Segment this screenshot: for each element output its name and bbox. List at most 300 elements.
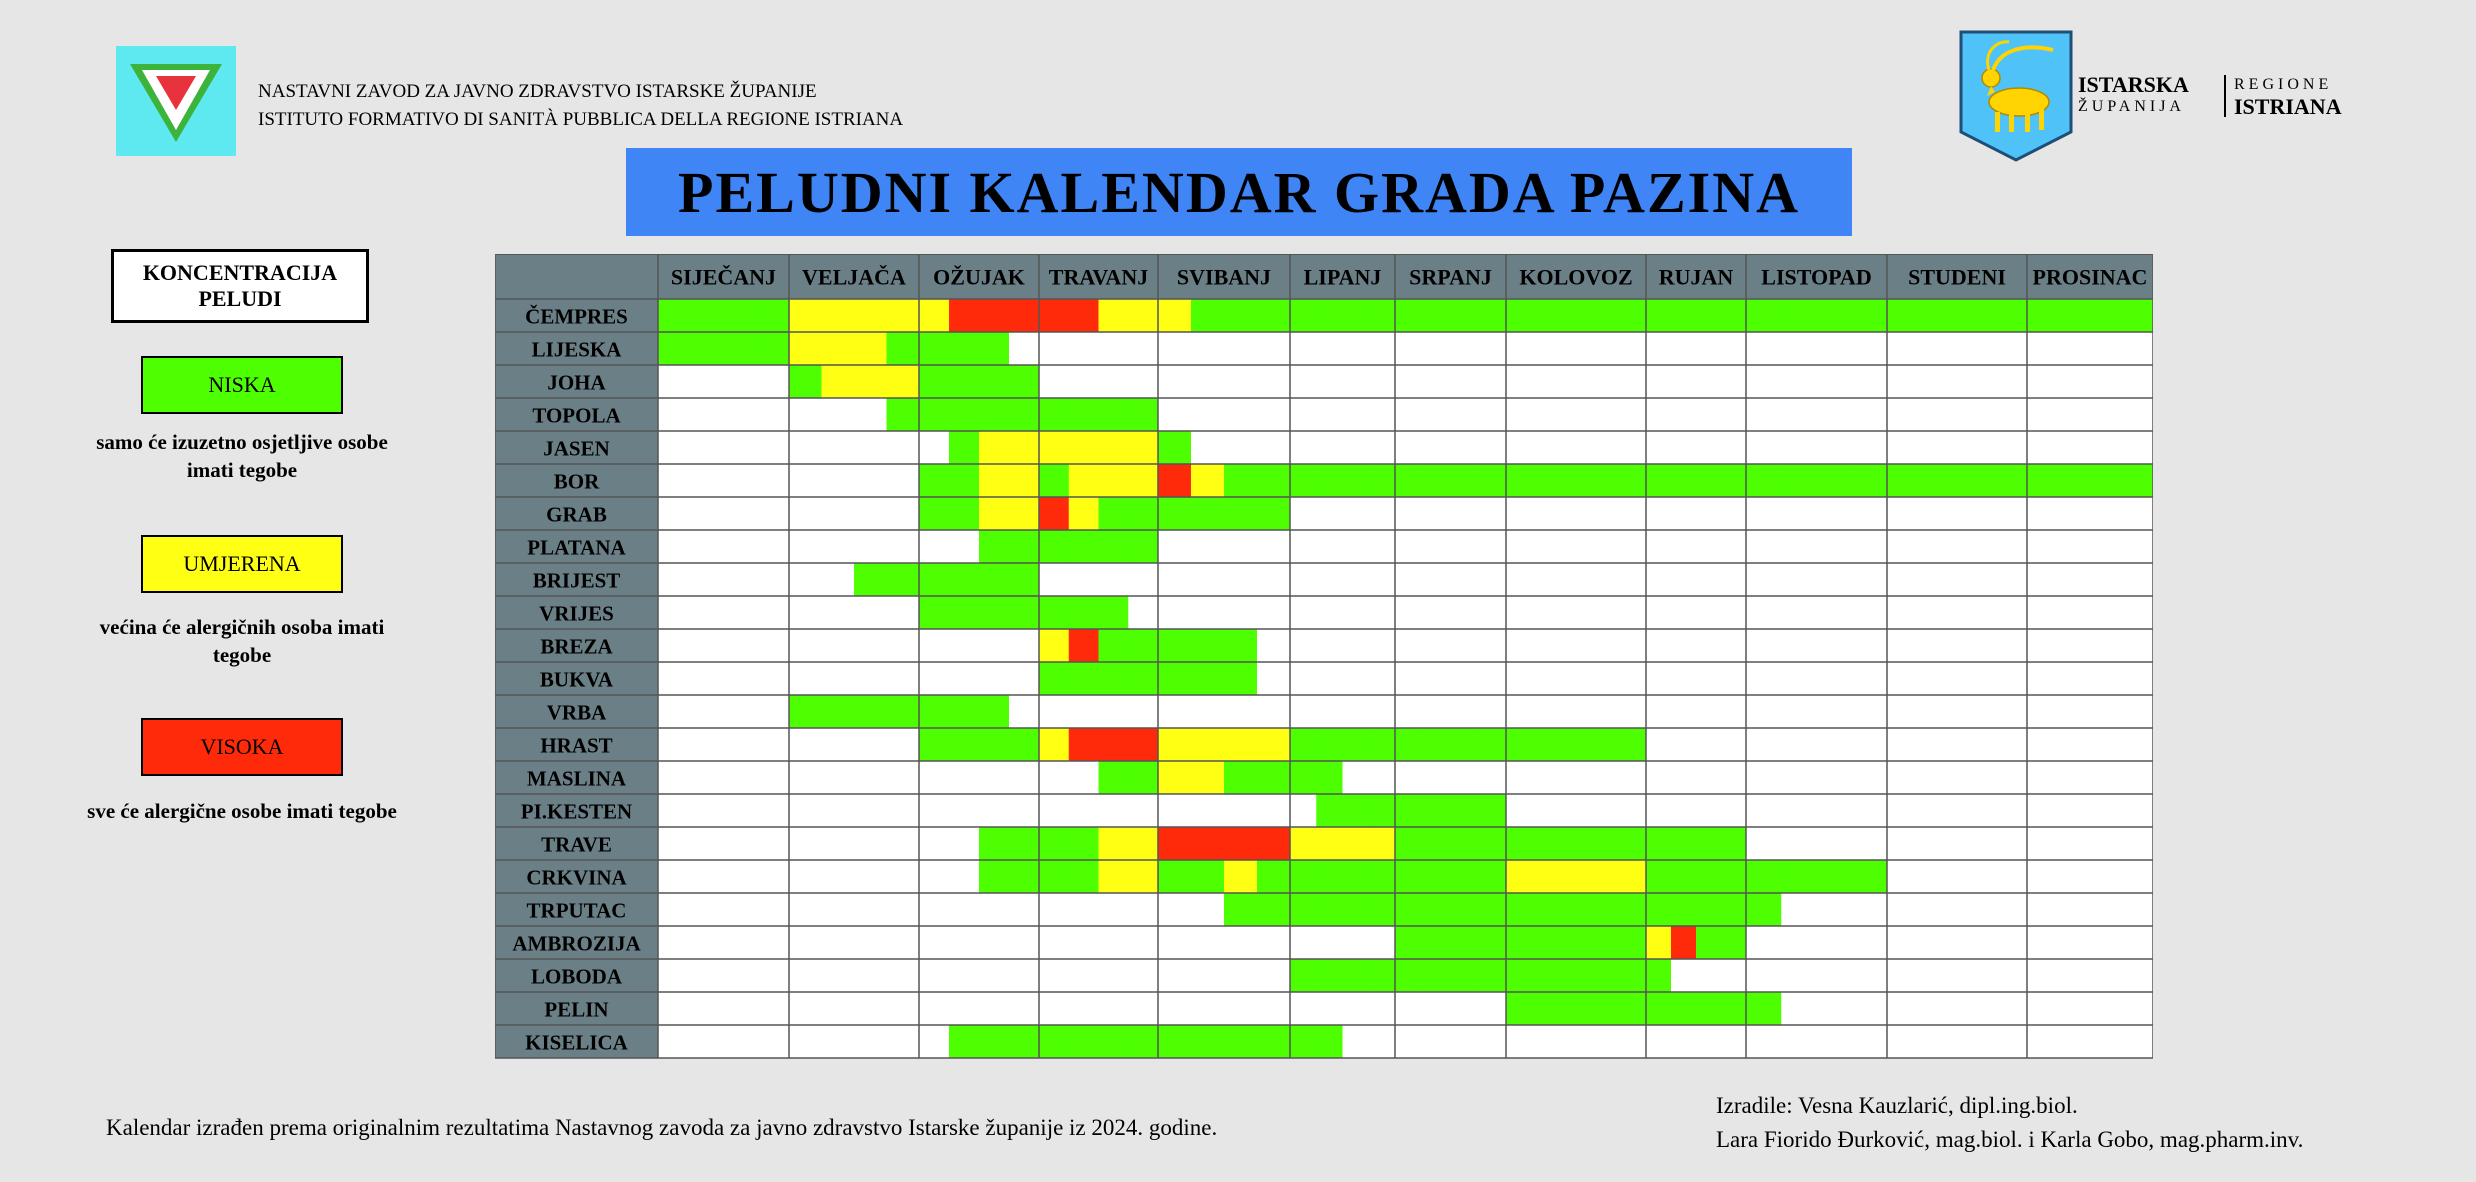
pollen-cell [1541, 926, 1577, 959]
pollen-cell [691, 596, 724, 629]
pollen-cell [2090, 662, 2122, 695]
pollen-cell [2122, 695, 2154, 728]
pollen-cell [1069, 530, 1099, 563]
pollen-cell [724, 563, 757, 596]
pollen-cell [1158, 1025, 1192, 1058]
pollen-cell [2059, 1025, 2091, 1058]
pollen-cell [1721, 827, 1747, 860]
pollen-cell [789, 629, 822, 662]
pollen-cell [1343, 860, 1370, 893]
pollen-cell [1343, 497, 1370, 530]
pollen-cell [1224, 629, 1258, 662]
pollen-cell [1395, 926, 1423, 959]
pollen-cell [2059, 596, 2091, 629]
pollen-cell [949, 431, 980, 464]
pollen-cell [979, 695, 1010, 728]
pollen-cell [1817, 959, 1853, 992]
pollen-cell [1541, 827, 1577, 860]
pollen-cell [1721, 563, 1747, 596]
pollen-cell [979, 992, 1010, 1025]
pollen-cell [2122, 1025, 2154, 1058]
pollen-cell [2059, 695, 2091, 728]
pollen-cell [1506, 299, 1542, 332]
pollen-cell [724, 926, 757, 959]
pollen-cell [2027, 530, 2059, 563]
pollen-cell [1922, 563, 1958, 596]
pollen-cell [949, 893, 980, 926]
pollen-cell [1395, 761, 1423, 794]
pollen-cell [2090, 563, 2122, 596]
pollen-cell [1646, 431, 1672, 464]
pollen-cell [1423, 695, 1451, 728]
pollen-cell [1746, 299, 1782, 332]
pollen-cell [691, 761, 724, 794]
pollen-cell [1646, 464, 1672, 497]
pollen-cell [1316, 365, 1343, 398]
pollen-cell [1257, 497, 1291, 530]
pollen-cell [2090, 992, 2122, 1025]
pollen-cell [1099, 332, 1129, 365]
pollen-cell [1671, 893, 1697, 926]
pollen-cell [1343, 959, 1370, 992]
pollen-cell [1576, 992, 1612, 1025]
pollen-cell [1395, 728, 1423, 761]
pollen-cell [1257, 959, 1291, 992]
pollen-cell [822, 398, 855, 431]
pollen-cell [1423, 530, 1451, 563]
pollen-cell [1887, 497, 1923, 530]
title-banner [626, 148, 1852, 236]
pollen-cell [1478, 398, 1506, 431]
pollen-cell [1069, 629, 1099, 662]
pollen-cell [2059, 959, 2091, 992]
pollen-cell [1576, 761, 1612, 794]
pollen-cell [919, 629, 950, 662]
pollen-cell [2027, 563, 2059, 596]
pollen-cell [1957, 596, 1993, 629]
pollen-cell [979, 596, 1010, 629]
pollen-cell [1611, 299, 1647, 332]
pollen-cell [1721, 926, 1747, 959]
pollen-cell [1343, 629, 1370, 662]
pollen-cell [1191, 332, 1225, 365]
pollen-cell [822, 332, 855, 365]
pollen-cell [1451, 431, 1479, 464]
pollen-cell [1039, 398, 1069, 431]
pollen-cell [1158, 926, 1192, 959]
pollen-cell [1696, 893, 1722, 926]
pollen-cell [1158, 695, 1192, 728]
pollen-cell [1451, 728, 1479, 761]
pollen-cell [1746, 431, 1782, 464]
pollen-cell [919, 365, 950, 398]
pollen-cell [979, 662, 1010, 695]
pollen-cell [887, 794, 920, 827]
pollen-cell [1721, 992, 1747, 1025]
pollen-cell [658, 695, 691, 728]
pollen-cell [1451, 398, 1479, 431]
pollen-cell [1852, 794, 1888, 827]
pollen-cell [1506, 695, 1542, 728]
pollen-cell [1817, 926, 1853, 959]
pollen-cell [1611, 761, 1647, 794]
pollen-cell [1922, 761, 1958, 794]
pollen-cell [979, 827, 1010, 860]
pollen-cell [1992, 332, 2028, 365]
pollen-cell [1343, 464, 1370, 497]
pollen-cell [1957, 497, 1993, 530]
pollen-cell [2122, 926, 2154, 959]
pollen-cell [854, 1025, 887, 1058]
pollen-cell [1316, 827, 1343, 860]
pollen-cell [1506, 629, 1542, 662]
pollen-cell [1039, 827, 1069, 860]
pollen-cell [1721, 695, 1747, 728]
month-header: SVIBANJ [1176, 264, 1272, 290]
pollen-cell [1158, 332, 1192, 365]
legend-desc-niska: samo će izuzetno osjetljive osobe imati tegobe [96, 430, 388, 482]
pollen-cell [1316, 662, 1343, 695]
pollen-cell [2122, 794, 2154, 827]
pollen-cell [1224, 959, 1258, 992]
pollen-cell [949, 563, 980, 596]
pollen-cell [1128, 530, 1158, 563]
pollen-cell [1451, 596, 1479, 629]
pollen-cell [1369, 464, 1396, 497]
pollen-cell [1039, 299, 1069, 332]
pollen-cell [1478, 761, 1506, 794]
pollen-cell [1541, 596, 1577, 629]
pollen-cell [979, 398, 1010, 431]
month-header: VELJAČA [802, 264, 906, 290]
pollen-cell [691, 860, 724, 893]
pollen-cell [2090, 794, 2122, 827]
pollen-cell [1369, 629, 1396, 662]
pollen-cell [1099, 827, 1129, 860]
pollen-cell [949, 497, 980, 530]
pollen-cell [1395, 365, 1423, 398]
pollen-cell [1746, 728, 1782, 761]
pollen-cell [1191, 992, 1225, 1025]
pollen-cell [724, 497, 757, 530]
pollen-cell [1316, 761, 1343, 794]
pollen-cell [1224, 530, 1258, 563]
pollen-cell [1478, 1025, 1506, 1058]
pollen-cell [1696, 464, 1722, 497]
pollen-cell [1009, 629, 1040, 662]
pollen-cell [1257, 860, 1291, 893]
pollen-cell [1395, 431, 1423, 464]
pollen-cell [1128, 992, 1158, 1025]
pollen-cell [919, 827, 950, 860]
pollen-cell [1817, 299, 1853, 332]
pollen-cell [1099, 728, 1129, 761]
pollen-cell [1671, 926, 1697, 959]
pollen-cell [691, 398, 724, 431]
pollen-cell [2059, 629, 2091, 662]
pollen-cell [1957, 398, 1993, 431]
pollen-cell [1646, 662, 1672, 695]
pollen-cell [1451, 926, 1479, 959]
pollen-cell [1781, 728, 1817, 761]
pollen-cell [949, 695, 980, 728]
pollen-cell [2059, 530, 2091, 563]
pollen-cell [1316, 497, 1343, 530]
pollen-cell [1817, 332, 1853, 365]
pollen-cell [1746, 1025, 1782, 1058]
pollen-cell [1721, 860, 1747, 893]
pollen-cell [1395, 596, 1423, 629]
pollen-cell [1451, 860, 1479, 893]
pollen-cell [1224, 596, 1258, 629]
pollen-cell [1506, 431, 1542, 464]
pollen-cell [658, 299, 691, 332]
pollen-cell [1671, 860, 1697, 893]
pollen-cell [2122, 299, 2154, 332]
pollen-cell [1576, 926, 1612, 959]
pollen-cell [1887, 662, 1923, 695]
pollen-cell [1671, 464, 1697, 497]
pollen-cell [1922, 794, 1958, 827]
pollen-cell [1009, 299, 1040, 332]
pollen-cell [2027, 497, 2059, 530]
pollen-cell [1343, 431, 1370, 464]
pollen-cell [1646, 827, 1672, 860]
pollen-cell [1781, 695, 1817, 728]
pollen-cell [1721, 893, 1747, 926]
pollen-cell [1257, 596, 1291, 629]
pollen-cell [2027, 926, 2059, 959]
pollen-cell [2090, 332, 2122, 365]
pollen-cell [1611, 497, 1647, 530]
pollen-cell [1721, 662, 1747, 695]
pollen-cell [1039, 959, 1069, 992]
pollen-cell [1224, 926, 1258, 959]
pollen-cell [1369, 662, 1396, 695]
pollen-cell [1369, 332, 1396, 365]
pollen-cell [2090, 596, 2122, 629]
pollen-cell [724, 365, 757, 398]
pollen-cell [1191, 530, 1225, 563]
pollen-cell [1369, 827, 1396, 860]
pollen-cell [1781, 860, 1817, 893]
pollen-cell [1395, 662, 1423, 695]
pollen-cell [2122, 761, 2154, 794]
pollen-cell [1957, 761, 1993, 794]
pollen-cell [691, 629, 724, 662]
pollen-cell [789, 1025, 822, 1058]
pollen-cell [1099, 860, 1129, 893]
month-header: LIPANJ [1303, 264, 1382, 290]
pollen-cell [1290, 926, 1317, 959]
pollen-cell [756, 365, 789, 398]
plant-label: KISELICA [525, 1030, 628, 1055]
pollen-cell [1423, 464, 1451, 497]
pollen-cell [1316, 332, 1343, 365]
institute-names [258, 78, 903, 134]
pollen-cell [1671, 629, 1697, 662]
pollen-cell [1423, 794, 1451, 827]
pollen-cell [2090, 761, 2122, 794]
pollen-cell [1343, 662, 1370, 695]
pollen-cell [1316, 695, 1343, 728]
pollen-cell [1423, 893, 1451, 926]
pollen-cell [979, 332, 1010, 365]
pollen-cell [789, 464, 822, 497]
pollen-cell [1128, 695, 1158, 728]
plant-label: PLATANA [527, 535, 626, 560]
pollen-cell [1852, 992, 1888, 1025]
pollen-cell [1817, 695, 1853, 728]
plant-label: ČEMPRES [525, 304, 628, 329]
pollen-cell [1646, 530, 1672, 563]
page-title: PELUDNI KALENDAR GRADA PAZINA [678, 159, 1800, 225]
pollen-cell [949, 332, 980, 365]
pollen-cell [1992, 596, 2028, 629]
pollen-cell [1646, 629, 1672, 662]
pollen-cell [1257, 695, 1291, 728]
pollen-cell [1781, 365, 1817, 398]
pollen-cell [1191, 794, 1225, 827]
pollen-cell [1128, 365, 1158, 398]
pollen-cell [822, 629, 855, 662]
pollen-cell [1158, 464, 1192, 497]
pollen-cell [1576, 596, 1612, 629]
pollen-cell [1009, 596, 1040, 629]
pollen-cell [1817, 596, 1853, 629]
pollen-cell [789, 299, 822, 332]
pollen-cell [1478, 332, 1506, 365]
pollen-cell [1992, 827, 2028, 860]
pollen-cell [756, 464, 789, 497]
pollen-cell [1451, 794, 1479, 827]
pollen-cell [1191, 761, 1225, 794]
pollen-cell [1746, 365, 1782, 398]
pollen-cell [1957, 530, 1993, 563]
pollen-cell [2122, 629, 2154, 662]
pollen-cell [1957, 959, 1993, 992]
pollen-cell [919, 1025, 950, 1058]
pollen-cell [2059, 761, 2091, 794]
pollen-cell [1128, 893, 1158, 926]
pollen-cell [658, 629, 691, 662]
pollen-cell [1721, 629, 1747, 662]
pollen-cell [1781, 662, 1817, 695]
pollen-cell [1191, 893, 1225, 926]
pollen-cell [1224, 893, 1258, 926]
pollen-cell [1009, 431, 1040, 464]
pollen-cell [1611, 332, 1647, 365]
pollen-cell [1922, 662, 1958, 695]
pollen-cell [1746, 662, 1782, 695]
pollen-cell [1478, 893, 1506, 926]
pollen-cell [1009, 662, 1040, 695]
pollen-cell [1696, 695, 1722, 728]
pollen-cell [1369, 299, 1396, 332]
pollen-cell [1957, 662, 1993, 695]
pollen-cell [1290, 827, 1317, 860]
pollen-cell [1611, 629, 1647, 662]
pollen-cell [854, 365, 887, 398]
pollen-cell [789, 860, 822, 893]
pollen-cell [1316, 398, 1343, 431]
pollen-cell [1316, 893, 1343, 926]
pollen-cell [2090, 497, 2122, 530]
pollen-cell [1992, 431, 2028, 464]
pollen-cell [1992, 530, 2028, 563]
pollen-cell [1541, 860, 1577, 893]
pollen-cell [1478, 299, 1506, 332]
pollen-cell [1746, 827, 1782, 860]
pollen-cell [1541, 299, 1577, 332]
pollen-cell [1128, 299, 1158, 332]
pollen-cell [854, 959, 887, 992]
pollen-cell [789, 662, 822, 695]
pollen-cell [691, 530, 724, 563]
triangle-logo-icon [116, 46, 236, 156]
pollen-cell [724, 332, 757, 365]
pollen-cell [2122, 596, 2154, 629]
pollen-cell [1576, 695, 1612, 728]
pollen-cell [1369, 761, 1396, 794]
pollen-cell [1099, 497, 1129, 530]
pollen-cell [887, 365, 920, 398]
pollen-cell [949, 728, 980, 761]
pollen-cell [887, 695, 920, 728]
pollen-cell [1746, 464, 1782, 497]
pollen-cell [1257, 431, 1291, 464]
pollen-cell [1696, 761, 1722, 794]
pollen-cell [822, 860, 855, 893]
pollen-cell [979, 365, 1010, 398]
pollen-cell [1099, 596, 1129, 629]
pollen-cell [854, 299, 887, 332]
pollen-cell [1423, 827, 1451, 860]
pollen-cell [1506, 992, 1542, 1025]
pollen-cell [1576, 827, 1612, 860]
pollen-cell [854, 728, 887, 761]
pollen-cell [1781, 398, 1817, 431]
pollen-cell [1922, 1025, 1958, 1058]
pollen-cell [658, 398, 691, 431]
pollen-cell [1671, 596, 1697, 629]
pollen-cell [1541, 695, 1577, 728]
pollen-cell [1069, 398, 1099, 431]
pollen-cell [1290, 497, 1317, 530]
pollen-cell [2122, 827, 2154, 860]
pollen-cell [1781, 563, 1817, 596]
pollen-cell [1817, 464, 1853, 497]
pollen-cell [789, 398, 822, 431]
pollen-cell [1746, 497, 1782, 530]
pollen-cell [1316, 794, 1343, 827]
pollen-cell [1316, 860, 1343, 893]
pollen-cell [1423, 299, 1451, 332]
pollen-cell [1069, 728, 1099, 761]
pollen-cell [854, 926, 887, 959]
pollen-cell [822, 926, 855, 959]
pollen-cell [2122, 398, 2154, 431]
footer-note: Kalendar izrađen prema originalnim rezultatima Nastavnog zavoda za javno zdravstvo Istarske županije iz 2024. godine. [106, 1115, 1218, 1140]
pollen-cell [789, 332, 822, 365]
pollen-cell [756, 629, 789, 662]
plant-label: TRPUTAC [526, 898, 627, 923]
pollen-cell [949, 662, 980, 695]
pollen-cell [887, 596, 920, 629]
plant-label: PELIN [544, 997, 609, 1022]
pollen-cell [1671, 992, 1697, 1025]
pollen-cell [919, 761, 950, 794]
